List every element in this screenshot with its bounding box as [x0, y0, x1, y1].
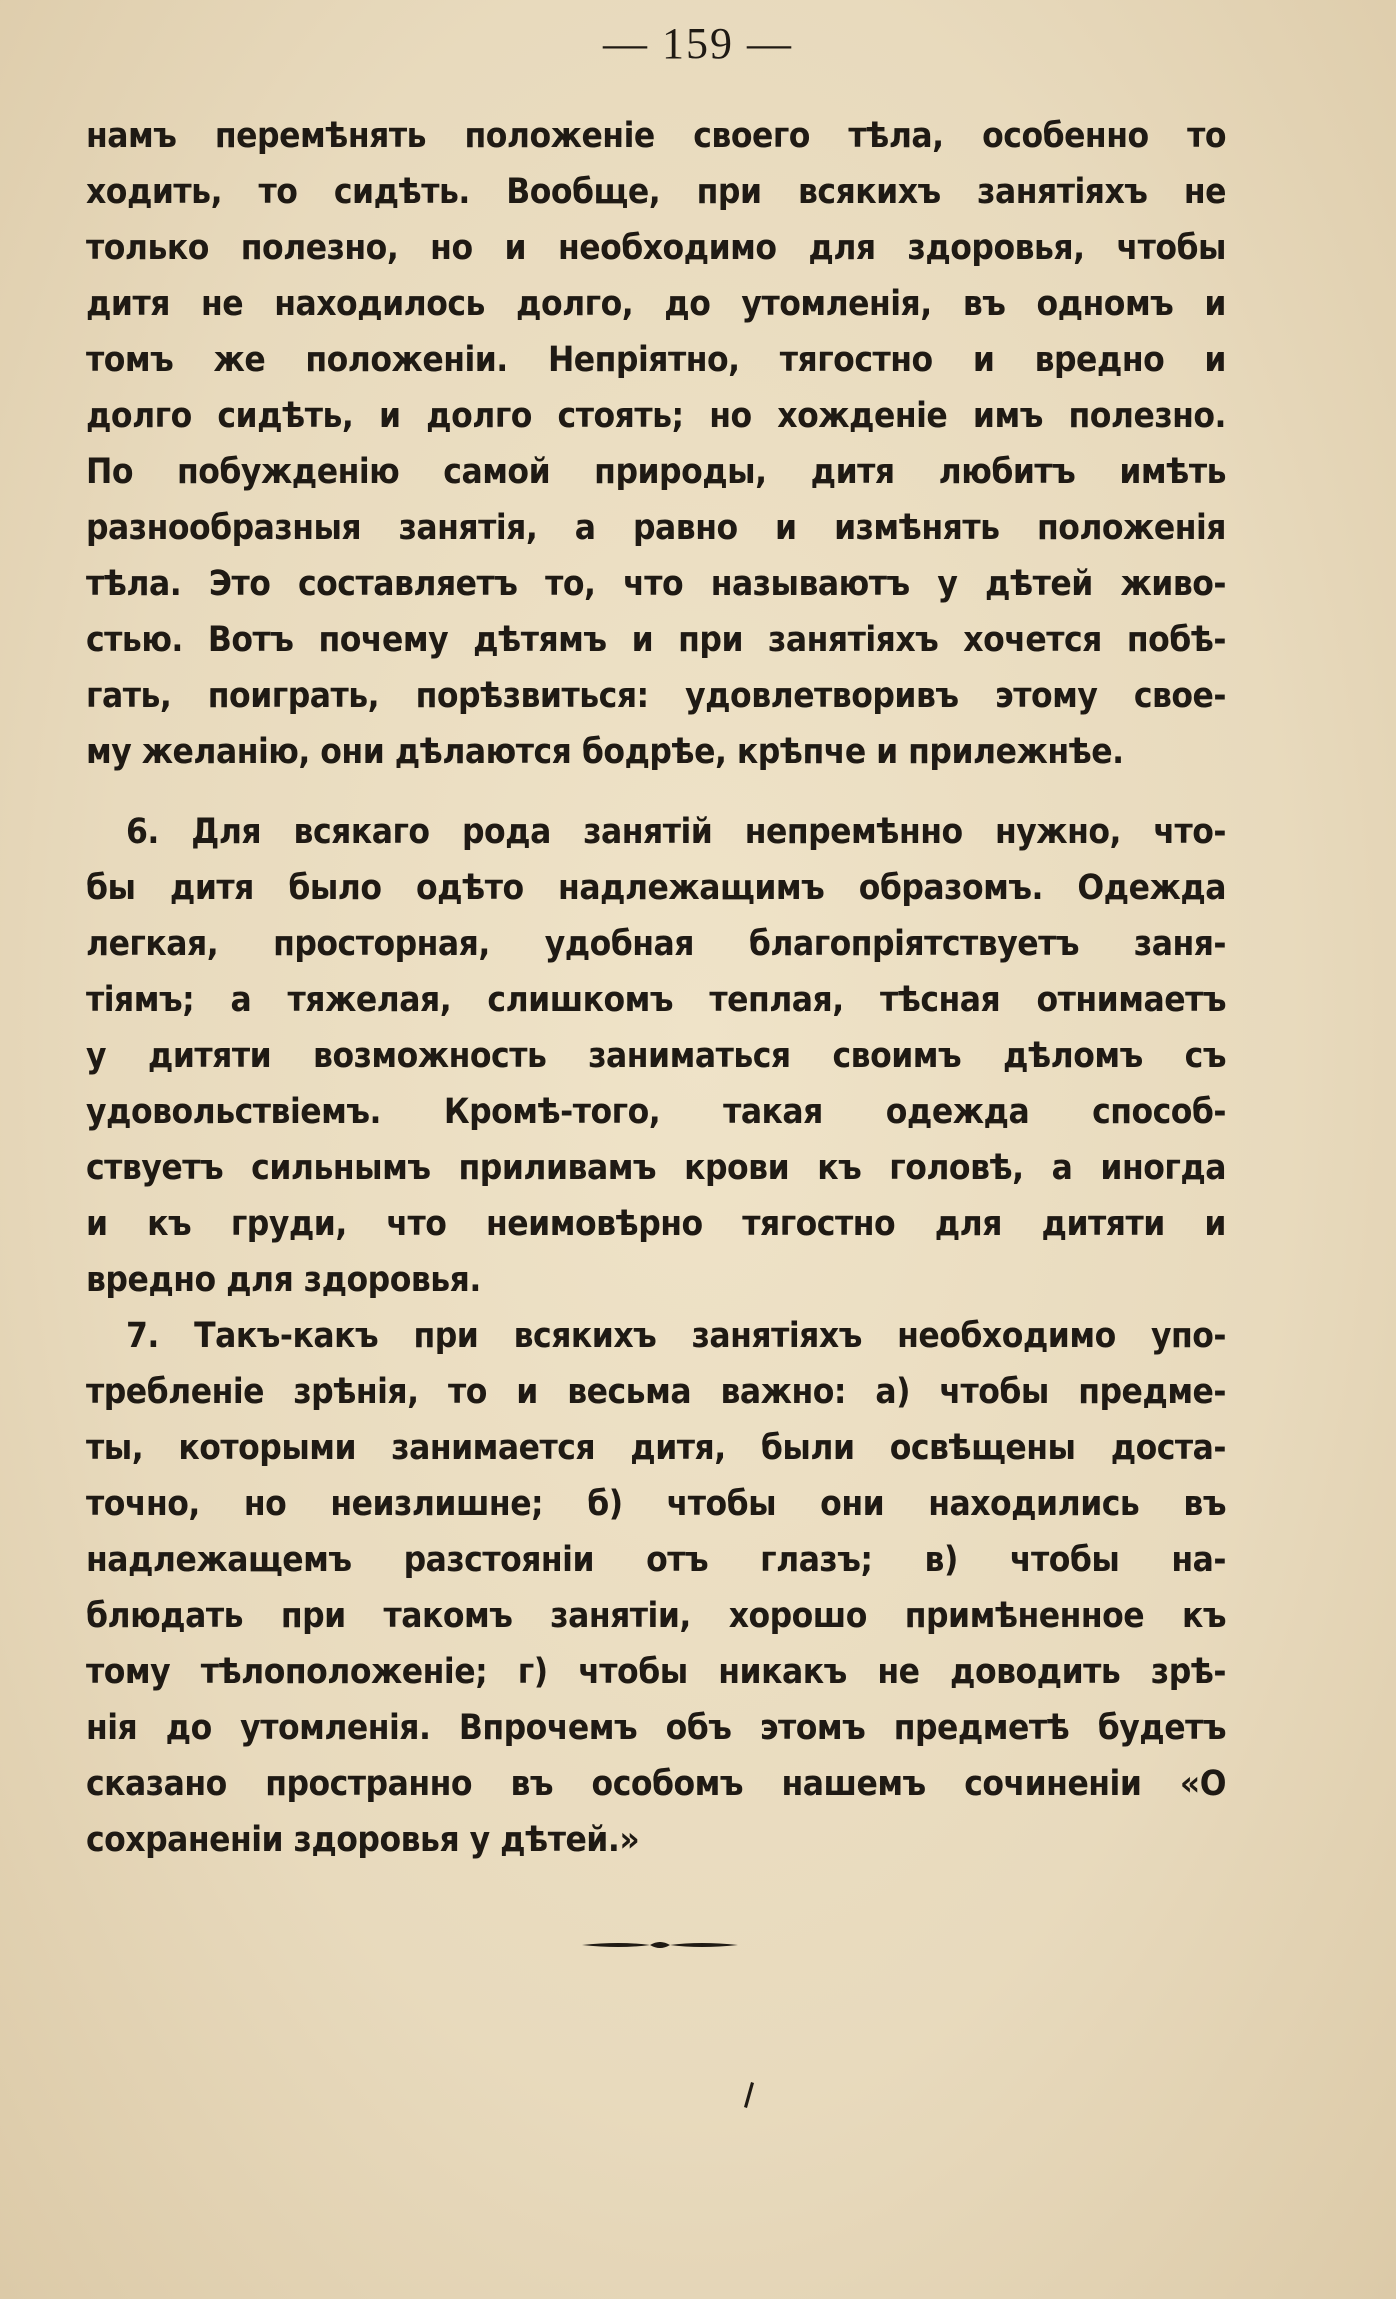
text-line: только полезно, но и необходимо для здоровья, чтобы: [86, 228, 1226, 268]
text-line: разнообразныя занятія, а равно и измѣнять положенія: [86, 508, 1226, 548]
text-line: легкая, просторная, удобная благопріятствуетъ заня-: [86, 924, 1226, 964]
text-line: долго сидѣть, и долго стоять; но хожденіе имъ полезно.: [86, 396, 1226, 436]
paragraph-6: [86, 804, 1226, 1308]
text-line: у дитяти возможность заниматься своимъ дѣломъ съ: [86, 1036, 1226, 1076]
text-line: нія до утомленія. Впрочемъ объ этомъ предметѣ будетъ: [86, 1708, 1226, 1748]
text-line: требленіе зрѣнія, то и весьма важно: а) чтобы предме-: [86, 1372, 1226, 1412]
text-line: му желанію, они дѣлаются бодрѣе, крѣпче и прилежнѣе.: [86, 732, 1124, 772]
text-line: сохраненіи здоровья у дѣтей.»: [86, 1820, 640, 1860]
text-line: По побужденію самой природы, дитя любитъ имѣть: [86, 452, 1226, 492]
text-line: 6. Для всякаго рода занятій непремѣнно нужно, что-: [126, 812, 1226, 852]
ornament-divider-icon: [580, 1938, 740, 1952]
text-body: [86, 108, 1226, 1868]
text-line: 7. Такъ-какъ при всякихъ занятіяхъ необходимо упо-: [126, 1316, 1226, 1356]
paragraph-gap: [86, 780, 1226, 804]
text-line: дитя не находилось долго, до утомленія, въ одномъ и: [86, 284, 1226, 324]
text-line: тіямъ; а тяжелая, слишкомъ теплая, тѣсная отнимаетъ: [86, 980, 1226, 1020]
text-line: надлежащемъ разстояніи отъ глазъ; в) чтобы на-: [86, 1540, 1226, 1580]
text-line: ты, которыми занимается дитя, были освѣщены доста-: [86, 1428, 1226, 1468]
text-line: стью. Вотъ почему дѣтямъ и при занятіяхъ хочется побѣ-: [86, 620, 1226, 660]
text-line: намъ перемѣнять положеніе своего тѣла, особенно то: [86, 116, 1226, 156]
text-line: сказано пространно въ особомъ нашемъ сочиненіи «О: [86, 1764, 1226, 1804]
text-line: удовольствіемъ. Кромѣ-того, такая одежда способ-: [86, 1092, 1226, 1132]
text-line: ствуетъ сильнымъ приливамъ крови къ головѣ, а иногда: [86, 1148, 1226, 1188]
page-number: — 159 —: [603, 19, 793, 68]
text-line: тѣла. Это составляетъ то, что называютъ у дѣтей живо-: [86, 564, 1226, 604]
text-line: томъ же положеніи. Непріятно, тягостно и вредно и: [86, 340, 1226, 380]
text-line: ходить, то сидѣть. Вообще, при всякихъ занятіяхъ не: [86, 172, 1226, 212]
paragraph-continuation: [86, 108, 1226, 780]
text-line: вредно для здоровья.: [86, 1260, 481, 1300]
ink-mark-icon: [742, 2080, 756, 2110]
text-line: бы дитя было одѣто надлежащимъ образомъ. Одежда: [86, 868, 1226, 908]
text-line: точно, но неизлишне; б) чтобы они находились въ: [86, 1484, 1226, 1524]
paragraph-7: [86, 1308, 1226, 1868]
text-line: тому тѣлоположеніе; г) чтобы никакъ не доводить зрѣ-: [86, 1652, 1226, 1692]
text-line: блюдать при такомъ занятіи, хорошо примѣненное къ: [86, 1596, 1226, 1636]
text-line: гать, поиграть, порѣзвиться: удовлетворивъ этому свое-: [86, 676, 1226, 716]
text-line: и къ груди, что неимовѣрно тягостно для дитяти и: [86, 1204, 1226, 1244]
